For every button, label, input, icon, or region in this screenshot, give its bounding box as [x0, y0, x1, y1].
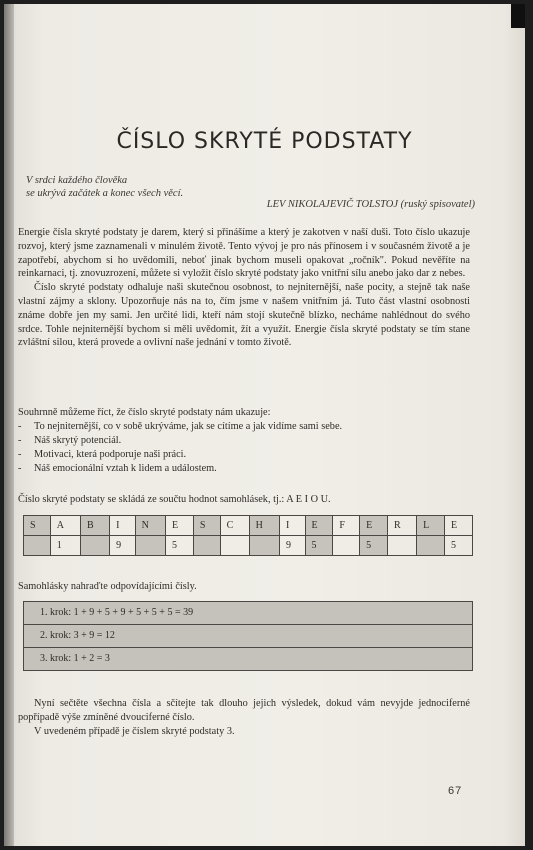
number-cell: 5 — [165, 536, 193, 556]
number-cell: 5 — [445, 536, 473, 556]
number-cell — [220, 536, 249, 556]
list-item — [18, 420, 470, 434]
chapter-title: ČÍSLO SKRYTÉ PODSTATY — [116, 129, 413, 154]
number-cell — [417, 536, 445, 556]
summary-list — [18, 406, 470, 476]
number-cell: 5 — [360, 536, 388, 556]
list-item — [18, 462, 470, 476]
page-number: 67 — [448, 785, 463, 797]
letter-cell: N — [135, 516, 165, 536]
letter-cell: L — [417, 516, 445, 536]
replace-sentence: Samohlásky nahraďte odpovídajícími čísly. — [18, 581, 197, 592]
letter-cell: I — [110, 516, 136, 536]
numbers-row — [24, 536, 473, 556]
letter-cell: F — [333, 516, 360, 536]
number-cell — [135, 536, 165, 556]
letter-cell: E — [445, 516, 473, 536]
step-row: 3. krok: 1 + 2 = 3 — [24, 648, 472, 670]
motto-author: LEV NIKOLAJEVIČ TOLSTOJ (ruský spisovatel) — [266, 199, 475, 210]
letter-cell: E — [305, 516, 333, 536]
step-row: 2. krok: 3 + 9 = 12 — [24, 625, 472, 648]
summary-lead: Souhrnně můžeme říct, že číslo skryté podstaty nám ukazuje: — [18, 407, 271, 418]
number-cell — [249, 536, 279, 556]
number-cell — [333, 536, 360, 556]
closing-paragraph-2: V uvedeném případě je číslem skryté podstaty 3. — [34, 725, 235, 737]
number-cell — [193, 536, 220, 556]
letter-cell: C — [220, 516, 249, 536]
letter-cell: A — [50, 516, 80, 536]
letter-cell: S — [193, 516, 220, 536]
letter-value-table — [23, 515, 473, 556]
list-item-text: Motivaci, která podporuje naši práci. — [34, 449, 187, 460]
list-dash: - — [18, 449, 22, 460]
list-dash: - — [18, 421, 22, 432]
number-cell: 1 — [50, 536, 80, 556]
page-corner-dark — [511, 4, 525, 28]
number-cell: 9 — [110, 536, 136, 556]
number-cell — [24, 536, 51, 556]
step-row: 1. krok: 1 + 9 + 5 + 9 + 5 + 5 + 5 = 39 — [24, 602, 472, 625]
closing-paragraph-1: Nyní sečtěte všechna čísla a sčítejte tak dlouho jejich výsledek, dokud vám nevyjde jednociferné popřípadě výše zmíněné dvouciferné číslo. — [18, 698, 470, 723]
intro-text — [18, 226, 470, 350]
book-page — [4, 4, 525, 846]
letter-cell: H — [249, 516, 279, 536]
list-item-text: To nejniternější, co v sobě ukrýváme, jak se cítíme a jak vidíme sami sebe. — [34, 421, 343, 432]
list-item — [18, 434, 470, 448]
motto-line-2: se ukrývá začátek a konec všech věcí. — [26, 188, 184, 199]
closing-text — [18, 697, 470, 738]
letters-row — [24, 516, 473, 536]
letter-cell: R — [388, 516, 417, 536]
vowels-sentence: Číslo skryté podstaty se skládá ze součtu hodnot samohlásek, tj.: A E I O U. — [18, 494, 331, 505]
list-dash: - — [18, 463, 22, 474]
letter-cell: S — [24, 516, 51, 536]
letter-cell: B — [81, 516, 110, 536]
intro-paragraph-1: Energie čísla skryté podstaty je darem, který si přinášíme a který je zakotven v naší duši. Toto číslo ukazuje rozvoj, který jsme zaznamenali v minulém životě. Tento vývoj je pro nás přínosem i v současném životě a je zapotřebí, abychom si ho uvědomili, neboť jinak bychom museli opakovat „ročník". Pokud nevěříte na reinkarnaci, tj. znovuzrození, můžete si vyložit číslo skryté podstaty jako vnitřní sílu anebo jako dar z nebes. — [18, 227, 470, 280]
number-cell — [81, 536, 110, 556]
motto-line-1: V srdci každého člověka — [26, 175, 128, 186]
list-item-text: Náš emocionální vztah k lidem a událostem. — [34, 463, 217, 474]
letter-cell: E — [360, 516, 388, 536]
number-cell: 9 — [279, 536, 305, 556]
list-dash: - — [18, 435, 22, 446]
number-cell: 5 — [305, 536, 333, 556]
list-item-text: Náš skrytý potenciál. — [34, 435, 122, 446]
intro-paragraph-2: Číslo skryté podstaty odhaluje naši skutečnou osobnost, to nejniternější, naše pocity, a stejně tak naše vlastní zájmy a sklony. Upozorňuje nás na to, čím jsme v našem vnitřním já. Tuto část vlastní osobnosti známe dobře jen my sami. Jen určité lidi, kteří nám stojí skutečně blízko, necháme nahlédnout do svého srdce. Tohle nejniternější bychom si měli uvědomit, žít a využít. Energie čísla skryté podstaty se tím stane zvláštní silou, která provede a ovlivní naše jednání v tomto životě. — [18, 282, 470, 349]
letter-cell: E — [165, 516, 193, 536]
calculation-steps — [23, 601, 473, 671]
number-cell — [388, 536, 417, 556]
list-item — [18, 448, 470, 462]
motto-quote — [26, 174, 183, 200]
letter-cell: I — [279, 516, 305, 536]
